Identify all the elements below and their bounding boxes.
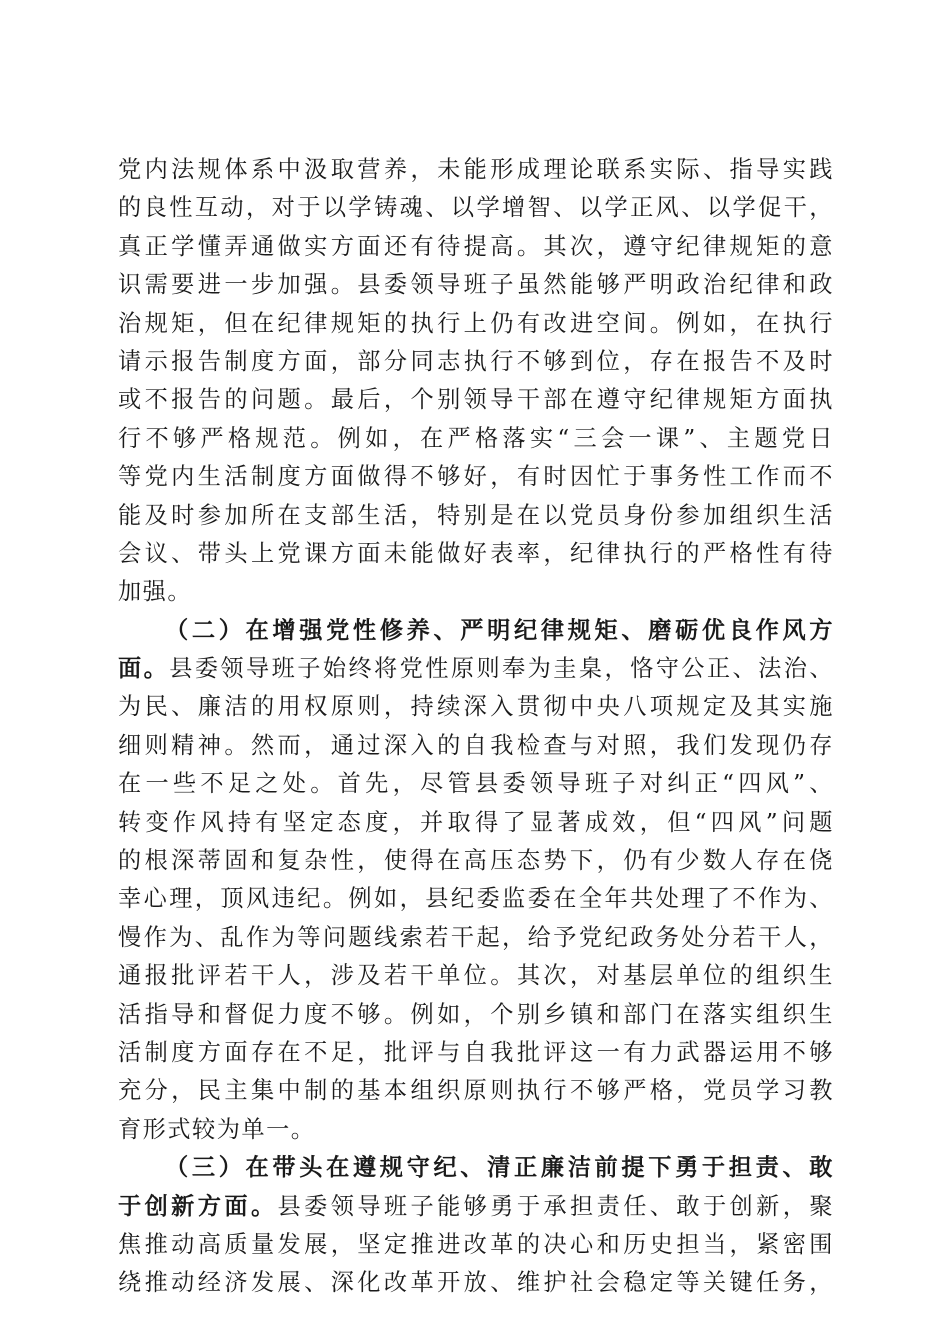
paragraph-1-line: 识需要进一步加强。县委领导班子虽然能够严明政治纪律和政 — [118, 271, 834, 299]
paragraph-1-line: 请示报告制度方面，部分同志执行不够到位，存在报告不及时 — [118, 347, 834, 375]
paragraph-1-line: 的良性互动，对于以学铸魂、以学增智、以学正风、以学促干， — [118, 194, 834, 222]
paragraph-2-line: 活指导和督促力度不够。例如，个别乡镇和部门在落实组织生 — [118, 1000, 834, 1028]
section-2-heading-end: 面。 — [118, 655, 170, 683]
paragraph-1-line: 加强。 — [118, 578, 193, 606]
paragraph-3-line: 焦推动高质量发展，坚定推进改革的决心和历史担当，紧密围 — [118, 1230, 834, 1258]
paragraph-2-line: 的根深蒂固和复杂性，使得在高压态势下，仍有少数人存在侥 — [118, 847, 834, 875]
paragraph-3-line-rest: 县委领导班子能够勇于承担责任、敢于创新，聚 — [277, 1192, 835, 1220]
paragraph-2-line: 通报批评若干人，涉及若干单位。其次，对基层单位的组织生 — [118, 962, 834, 990]
paragraph-3-line: 绕推动经济发展、深化改革开放、维护社会稳定等关键任务， — [118, 1269, 834, 1297]
paragraph-2-line: 幸心理，顶风违纪。例如，县纪委监委在全年共处理了不作为、 — [118, 885, 834, 913]
section-2-heading: （二）在增强党性修养、严明纪律规矩、磨砺优良作风方 — [165, 616, 834, 644]
paragraph-2-line: 转变作风持有坚定态度，并取得了显著成效，但“四风”问题 — [118, 808, 834, 836]
paragraph-2-line: 在一些不足之处。首先，尽管县委领导班子对纠正“四风”、 — [118, 770, 834, 798]
paragraph-1-line: 真正学懂弄通做实方面还有待提高。其次，遵守纪律规矩的意 — [118, 232, 834, 260]
paragraph-2-line: 育形式较为单一。 — [118, 1115, 316, 1143]
paragraph-2-line: 细则精神。然而，通过深入的自我检查与对照，我们发现仍存 — [118, 731, 834, 759]
paragraph-1-line: 能及时参加所在支部生活，特别是在以党员身份参加组织生活 — [118, 501, 834, 529]
paragraph-3-line — [118, 1188, 834, 1226]
paragraph-1-line: 党内法规体系中汲取营养，未能形成理论联系实际、指导实践 — [118, 156, 834, 183]
section-3-heading: （三）在带头在遵规守纪、清正廉洁前提下勇于担责、敢 — [165, 1154, 834, 1182]
paragraph-1-line: 治规矩，但在纪律规矩的执行上仍有改进空间。例如，在执行 — [118, 309, 834, 337]
paragraph-1-line: 行不够严格规范。例如，在严格落实“三会一课”、主题党日 — [118, 424, 834, 452]
paragraph-2-line-rest: 县委领导班子始终将党性原则奉为圭臬，恪守公正、法治、 — [169, 655, 835, 683]
paragraph-1-line: 或不报告的问题。最后，个别领导干部在遵守纪律规矩方面执 — [118, 386, 834, 414]
paragraph-2-line: 慢作为、乱作为等问题线索若干起，给予党纪政务处分若干人， — [118, 923, 834, 951]
paragraph-1-line: 会议、带头上党课方面未能做好表率，纪律执行的严格性有待 — [118, 539, 834, 567]
paragraph-2-line: 活制度方面存在不足，批评与自我批评这一有力武器运用不够 — [118, 1038, 834, 1066]
paragraph-2-line — [118, 650, 834, 688]
paragraph-2-line: 充分，民主集中制的基本组织原则执行不够严格，党员学习教 — [118, 1077, 834, 1105]
document-body — [118, 151, 834, 1303]
paragraph-2-line: 为民、廉洁的用权原则，持续深入贯彻中央八项规定及其实施 — [118, 693, 834, 721]
section-3-heading-end: 于创新方面。 — [118, 1192, 278, 1220]
paragraph-1-line: 等党内生活制度方面做得不够好，有时因忙于事务性工作而不 — [118, 463, 834, 491]
